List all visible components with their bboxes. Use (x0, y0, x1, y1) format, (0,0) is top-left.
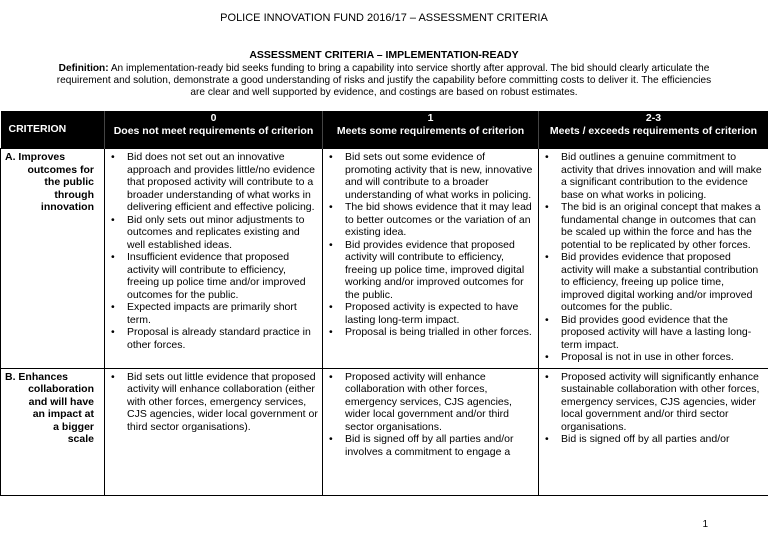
criterion-b-line: a bigger (53, 420, 94, 433)
criterion-b-line: scale (67, 433, 94, 445)
table-header-row (1, 111, 768, 149)
criterion-a-score-2-3-cell (539, 149, 768, 369)
list-item: • The bid shows evidence that it may lead to better outcomes or the variation of an existing idea. (327, 201, 534, 239)
list-item: • Bid outlines a genuine commitment to activity that drives innovation and will make a significant contribution to the evidence base on what works in policing. (543, 151, 764, 201)
list-item: • Bid does not set out an innovative approach and provides little/no evidence that proposed activity will contribute to a broader understanding of what works in delivering efficient and effective policing. (109, 151, 318, 214)
list-item: • Bid provides evidence that proposed activity will make a substantial contribution to efficiency, freeing up police time, improved digital working and/or improved outcomes for the public. (543, 251, 764, 314)
list-item: • Bid is signed off by all parties and/or (543, 433, 764, 446)
header-score-0 (105, 111, 323, 149)
list-item: • Bid sets out some evidence of promoting activity that is new, innovative and will contribute to a broader understanding of what works in policing. (327, 151, 534, 201)
criterion-a-score-1-cell (323, 149, 539, 369)
header-score-2-3 (539, 111, 768, 149)
criterion-a-line: the public (44, 176, 94, 188)
criterion-a-title: A. Improves (5, 151, 66, 163)
criterion-a-line: through (54, 188, 94, 201)
header-criterion: CRITERION (1, 111, 105, 149)
list-item: • Proposal is already standard practice in other forces. (109, 326, 318, 351)
list-item: • Proposed activity will significantly enhance sustainable collaboration with other forces, emergency services, CJS agencies, wider local government and/or third sector organisations. (543, 371, 764, 434)
list-item: • Bid sets out little evidence that proposed activity will enhance collaboration (either with other forces, emergency services, CJS agencies, wider local government or third sector organisations). (109, 371, 318, 434)
list-item: • The bid is an original concept that makes a fundamental change in outcomes that can be scaled up within the force and has the potential to be replicated by other forces. (543, 201, 764, 251)
criterion-b-score-0-list (109, 371, 318, 434)
document-header: POLICE INNOVATION FUND 2016/17 – ASSESSMENT CRITERIA (220, 12, 548, 24)
header-score-1 (323, 111, 539, 149)
definition-text: An implementation-ready bid seeks funding to bring a capability into service shortly after approval. The bid should clearly articulate the requirement and solution, demonstrate a good understanding of risks and justify the capability before committing costs to deliver it. The efficiencies are clear and well supported by evidence, and costings are based on robust estimates. (56, 63, 712, 98)
criterion-a-score-1-list (327, 151, 534, 339)
criterion-b-label (1, 368, 105, 495)
list-item: • Proposal is being trialled in other forces. (327, 326, 534, 339)
criterion-b-title: B. Enhances (5, 370, 69, 383)
criterion-b-line: collaboration (28, 383, 94, 395)
criterion-a-line: innovation (40, 201, 94, 213)
criterion-b-line: an impact at (32, 408, 94, 420)
definition-paragraph (50, 63, 718, 99)
header-score-1-label: Meets some requirements of criterion (336, 124, 525, 137)
criterion-b-score-1-list (327, 371, 534, 459)
criterion-a-score-0-cell (105, 149, 323, 369)
criterion-b-score-2-3-cell (539, 368, 768, 495)
table-row-b (1, 368, 768, 495)
criterion-a-label (1, 149, 105, 369)
list-item: • Bid is signed off by all parties and/or involves a commitment to engage a (327, 433, 534, 458)
table-row-a (1, 149, 768, 369)
list-item: • Bid provides evidence that proposed activity will contribute to efficiency, freeing up police time, improved digital working and/or improved outcomes for the public. (327, 239, 534, 302)
list-item: • Proposal is not in use in other forces. (543, 351, 764, 364)
criterion-b-score-0-cell (105, 368, 323, 495)
criterion-b-line: and will have (28, 395, 94, 408)
header-score-0-label: Does not meet requirements of criterion (113, 124, 314, 137)
criterion-b-score-1-cell (323, 368, 539, 495)
list-item: • Bid provides good evidence that the proposed activity will have a lasting long-term impact. (543, 314, 764, 352)
criterion-a-line: outcomes for (27, 163, 94, 176)
header-score-0-number: 0 (210, 112, 217, 124)
criterion-b-score-2-3-list (543, 371, 764, 446)
header-score-2-3-label: Meets / exceeds requirements of criterion (549, 124, 758, 137)
list-item: • Proposed activity will enhance collaboration with other forces, emergency services, CJS agencies, wider local government and/or third sector organisations. (327, 371, 534, 434)
list-item: • Insufficient evidence that proposed activity will contribute to efficiency, freeing up police time and/or improved outcomes for the public. (109, 251, 318, 301)
header-score-1-number: 1 (427, 112, 434, 124)
criterion-a-score-0-list (109, 151, 318, 351)
section-title: ASSESSMENT CRITERIA – IMPLEMENTATION-READY (249, 49, 519, 61)
criterion-a-score-2-3-list (543, 151, 764, 364)
definition-label: Definition: (58, 63, 109, 74)
header-score-2-3-number: 2-3 (645, 112, 662, 124)
criteria-table (0, 111, 768, 496)
list-item: • Bid only sets out minor adjustments to outcomes and replicates existing and well established ideas. (109, 214, 318, 252)
page-number: 1 (702, 519, 708, 530)
list-item: • Expected impacts are primarily short term. (109, 301, 318, 326)
list-item: • Proposed activity is expected to have lasting long-term impact. (327, 301, 534, 326)
